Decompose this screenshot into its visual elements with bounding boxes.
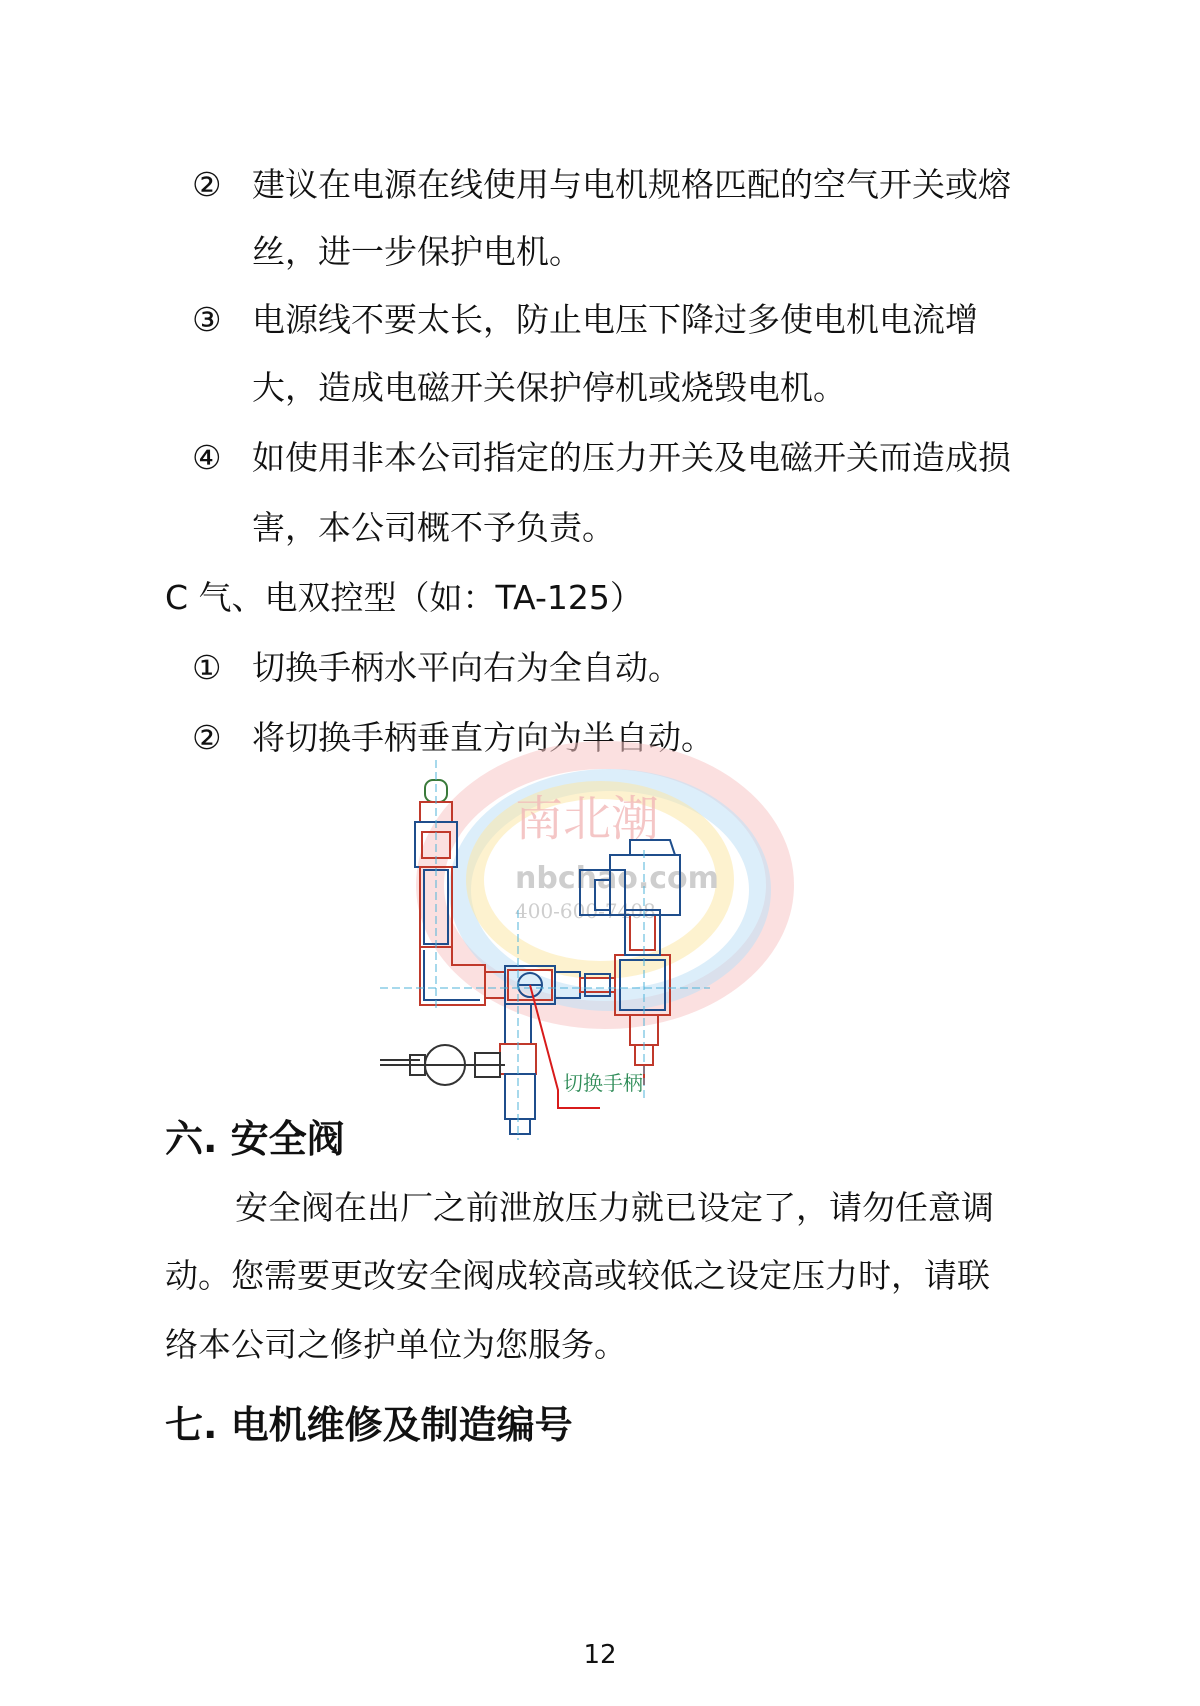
item-text-line2: 丝，进一步保护电机。 (252, 232, 582, 271)
item-number: ① (192, 648, 222, 687)
section-7-heading: 七. 电机维修及制造编号 (165, 1403, 573, 1447)
switch-handle-label: 切换手柄 (563, 1071, 643, 1095)
section-6-paragraph-line1: 安全阀在出厂之前泄放压力就已设定了，请勿任意调 (235, 1188, 994, 1227)
item-text-line2: 害，本公司概不予负责。 (252, 508, 615, 547)
item-text-line1: 电源线不要太长，防止电压下降过多使电机电流增 (252, 300, 978, 339)
section-c-title: C 气、电双控型（如：TA-125） (165, 578, 643, 617)
item-text: 将切换手柄垂直方向为半自动。 (252, 718, 714, 757)
item-number: ② (192, 165, 222, 204)
section-6-paragraph-line2: 动。您需要更改安全阀成较高或较低之设定压力时，请联 (165, 1256, 990, 1295)
watermark-brand: 南北潮 (515, 791, 660, 847)
switch-handle-diagram (380, 760, 840, 1140)
item-number: ③ (192, 300, 222, 339)
watermark-phone: 400-600-7408 (515, 899, 656, 923)
item-number: ④ (192, 438, 222, 477)
section-6-paragraph-line3: 络本公司之修护单位为您服务。 (165, 1325, 627, 1364)
item-text-line1: 建议在电源在线使用与电机规格匹配的空气开关或熔 (252, 165, 1011, 204)
item-text-line1: 如使用非本公司指定的压力开关及电磁开关而造成损 (252, 438, 1011, 477)
item-text-line2: 大，造成电磁开关保护停机或烧毁电机。 (252, 368, 846, 407)
item-number: ② (192, 718, 222, 757)
section-6-heading: 六. 安全阀 (165, 1117, 345, 1161)
item-text: 切换手柄水平向右为全自动。 (252, 648, 681, 687)
watermark-site: nbchao.com (515, 861, 719, 896)
page-number: 12 (583, 1640, 617, 1670)
